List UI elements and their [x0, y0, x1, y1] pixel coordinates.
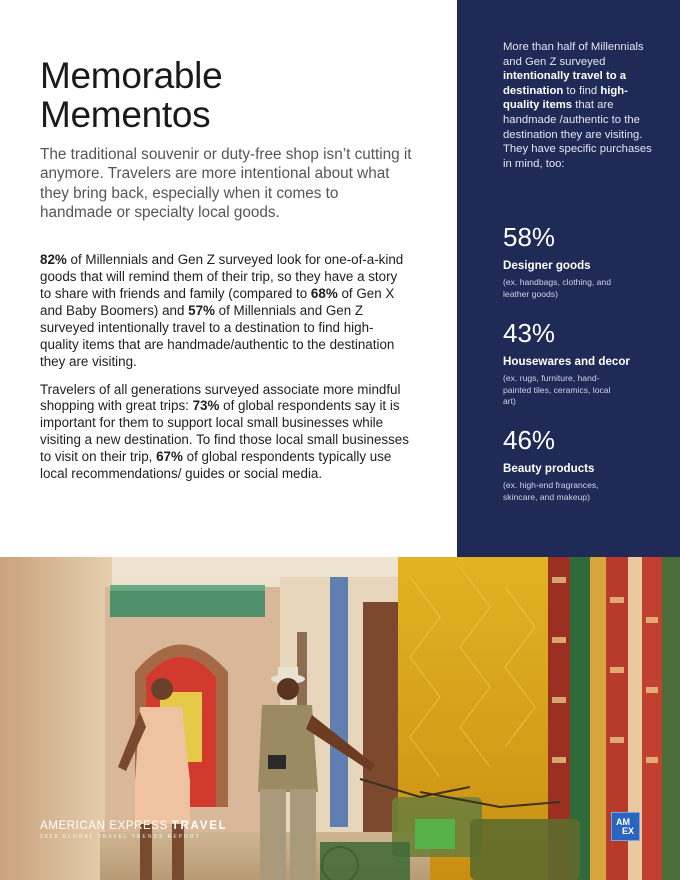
- stat-value: 46%: [503, 425, 556, 455]
- stats-sidebar: [457, 0, 680, 557]
- stat-value: 43%: [503, 318, 556, 348]
- body-paragraph-2: Travelers of all generations surveyed associate more mindful shopping with great trips: 73% of global respondents say it is important for them to support local small businesses while visiting a new destination. To find those local small businesses to visit on their trip, 67% of global respondents typically use local recommendations/ guides or social media.: [40, 381, 409, 482]
- page-title: [40, 56, 412, 134]
- stat-description: (ex. rugs, furniture, hand-painted tiles, ceramics, local art): [503, 373, 611, 406]
- amex-logo: AM EX: [611, 812, 640, 841]
- stat-description: (ex. high-end fragrances, skincare, and makeup): [503, 480, 599, 502]
- stat-label: Beauty products: [503, 462, 595, 475]
- article-column: [40, 56, 412, 483]
- stat-highlight: 82%: [40, 252, 67, 268]
- stat-highlight: 67%: [156, 449, 183, 465]
- stat-value: 58%: [503, 222, 556, 252]
- stat-designer-goods: [503, 222, 663, 300]
- body-paragraph-1: 82% of Millennials and Gen Z surveyed look for one-of-a-kind goods that will remind them of their trip, so they have a story to share with friends and family (compared to 68% of Gen X and Baby Boomers) and 57% of Millennials and Gen Z surveyed intentionally travel to a destination to find high-quality items that are handmade/authentic to the destination they are visiting.: [40, 252, 404, 369]
- title-line-1: Memorable: [40, 55, 223, 96]
- stat-highlight: 73%: [192, 398, 220, 414]
- brand-wordmark: AMERICAN EXPRESS TRAVEL: [40, 820, 228, 832]
- title-line-2: Mementos: [40, 94, 211, 135]
- stat-highlight: 68%: [310, 286, 338, 301]
- stat-label: Housewares and decor: [503, 355, 630, 368]
- report-subtitle: 2025 GLOBAL TRAVEL TRENDS REPORT: [40, 834, 201, 840]
- stat-beauty: [503, 425, 663, 503]
- stat-highlight: 57%: [188, 302, 215, 318]
- sidebar-intro: More than half of Millennials and Gen Z surveyed intentionally travel to a destination to find high-quality items that are handmade /authentic to the destination they are visiting. They have specific purchases in mind, too:: [503, 41, 652, 170]
- intro-paragraph: The traditional souvenir or duty-free shop isn’t cutting it anymore. Travelers are more intentional about what they bring back, especially when it comes to handmade or specialty local goods.: [40, 146, 412, 221]
- stat-description: (ex. handbags, clothing, and leather goods): [503, 277, 611, 299]
- stat-housewares: [503, 318, 663, 408]
- brand-footer: [40, 820, 228, 840]
- stat-label: Designer goods: [503, 259, 591, 272]
